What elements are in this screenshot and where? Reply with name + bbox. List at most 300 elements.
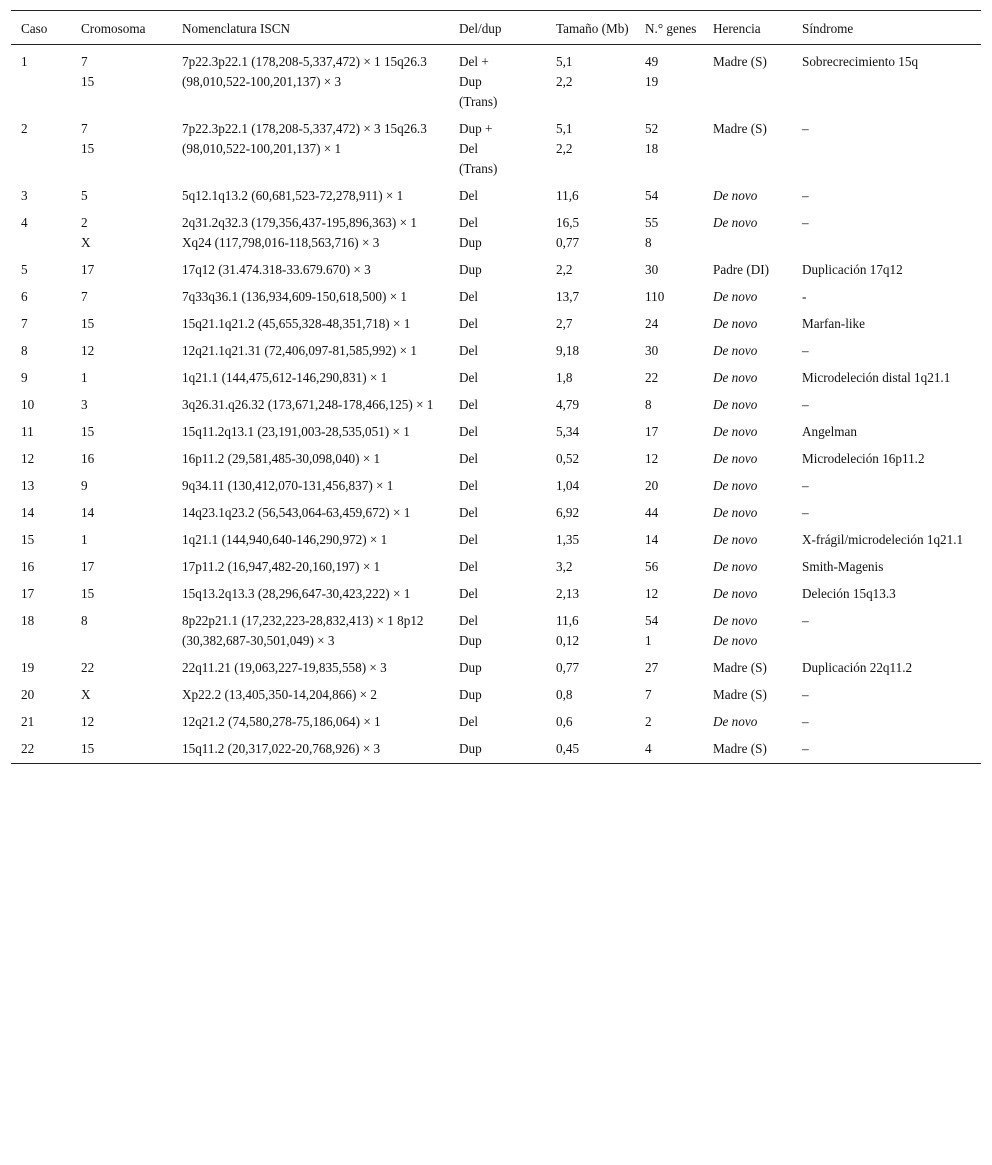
cell-genes-line: 30 <box>645 262 659 277</box>
header-sindrome: Síndrome <box>792 11 981 45</box>
cell-deldup-line: Del <box>459 532 479 547</box>
cell-herencia-line: De novo <box>713 188 758 203</box>
cell-tamano-line: 13,7 <box>556 289 580 304</box>
cell-genes <box>635 709 703 736</box>
cell-caso: 9 <box>21 370 28 385</box>
table-body <box>11 45 981 764</box>
cell-iscn: 7q33q36.1 (136,934,609-150,618,500) × 1 <box>182 289 408 304</box>
cell-cromosoma <box>71 365 172 392</box>
cell-deldup <box>449 419 546 446</box>
cell-herencia-line: De novo <box>713 289 758 304</box>
cell-caso: 10 <box>21 397 35 412</box>
cell-genes <box>635 446 703 473</box>
cell-cromosoma-line: 16 <box>81 451 95 466</box>
cell-tamano <box>546 338 635 365</box>
cell-deldup-line: Del <box>459 370 479 385</box>
table-header <box>11 11 981 45</box>
cell-cromosoma-line: 1 <box>81 370 88 385</box>
table-row <box>11 682 981 709</box>
cell-caso: 13 <box>21 478 35 493</box>
cell-sindrome: Deleción 15q13.3 <box>802 586 896 601</box>
table-row <box>11 45 981 117</box>
cell-caso: 11 <box>21 424 34 439</box>
cell-deldup <box>449 527 546 554</box>
cell-iscn: 5q12.1q13.2 (60,681,523-72,278,911) × 1 <box>182 188 404 203</box>
cell-genes-line: 14 <box>645 532 659 547</box>
cell-herencia-line: De novo <box>713 316 758 331</box>
cell-sindrome: - <box>802 289 807 304</box>
cell-caso: 20 <box>21 687 35 702</box>
cell-cromosoma <box>71 608 172 655</box>
cell-genes-line: 56 <box>645 559 659 574</box>
cell-herencia-line: De novo <box>713 714 758 729</box>
cell-genes <box>635 736 703 764</box>
cell-herencia-line: Madre (S) <box>713 741 767 756</box>
table-row <box>11 419 981 446</box>
table-row <box>11 500 981 527</box>
cell-cromosoma <box>71 338 172 365</box>
cell-sindrome: – <box>802 478 809 493</box>
cell-genes <box>635 527 703 554</box>
cell-herencia <box>703 210 792 257</box>
cell-tamano-line: 3,2 <box>556 559 573 574</box>
cell-deldup-line: Dup <box>459 633 482 648</box>
cell-herencia <box>703 608 792 655</box>
cell-iscn: 9q34.11 (130,412,070-131,456,837) × 1 <box>182 478 394 493</box>
cell-cromosoma-line: X <box>81 687 91 702</box>
cell-genes-line: 2 <box>645 714 652 729</box>
cell-tamano-line: 2,13 <box>556 586 580 601</box>
cell-genes <box>635 554 703 581</box>
cell-cromosoma-line: 15 <box>81 141 95 156</box>
cell-deldup <box>449 655 546 682</box>
header-genes: N.° genes <box>635 11 703 45</box>
cell-deldup <box>449 45 546 117</box>
cell-tamano-line: 5,34 <box>556 424 580 439</box>
cell-genes <box>635 500 703 527</box>
cell-iscn: 17q12 (31.474.318-33.679.670) × 3 <box>182 262 371 277</box>
table-row <box>11 581 981 608</box>
cell-genes-line: 12 <box>645 451 659 466</box>
cell-cromosoma-line: 15 <box>81 586 95 601</box>
cell-iscn: Xp22.2 (13,405,350-14,204,866) × 2 <box>182 687 377 702</box>
cell-iscn: 15q13.2q13.3 (28,296,647-30,423,222) × 1 <box>182 586 411 601</box>
cell-tamano <box>546 311 635 338</box>
cell-herencia-line: De novo <box>713 559 758 574</box>
cell-deldup <box>449 116 546 183</box>
cell-caso: 6 <box>21 289 28 304</box>
cell-deldup-line: (Trans) <box>459 94 498 109</box>
cell-deldup-line: Del <box>459 505 479 520</box>
cell-tamano-line: 0,45 <box>556 741 580 756</box>
cell-genes <box>635 473 703 500</box>
cell-herencia-line: Padre (DI) <box>713 262 770 277</box>
cell-deldup-line: Del <box>459 613 479 628</box>
cell-herencia-line: De novo <box>713 397 758 412</box>
cell-genes-line: 30 <box>645 343 659 358</box>
header-caso: Caso <box>11 11 71 45</box>
cell-herencia-line: De novo <box>713 451 758 466</box>
cell-deldup-line: Del <box>459 478 479 493</box>
cell-genes <box>635 419 703 446</box>
cell-tamano-line: 2,2 <box>556 262 573 277</box>
cell-tamano <box>546 655 635 682</box>
cell-tamano-line: 16,5 <box>556 215 580 230</box>
cell-cromosoma <box>71 392 172 419</box>
cell-genes <box>635 392 703 419</box>
cell-genes <box>635 284 703 311</box>
cell-caso: 5 <box>21 262 28 277</box>
cell-genes-line: 17 <box>645 424 659 439</box>
cell-cromosoma <box>71 682 172 709</box>
cell-tamano <box>546 736 635 764</box>
cell-cromosoma-line: 15 <box>81 316 95 331</box>
cell-cromosoma <box>71 709 172 736</box>
cell-deldup-line: Dup <box>459 235 482 250</box>
cell-deldup <box>449 311 546 338</box>
cell-deldup-line: Dup <box>459 741 482 756</box>
cell-sindrome: – <box>802 714 809 729</box>
cell-deldup-line: Dup <box>459 74 482 89</box>
cell-herencia-line: Madre (S) <box>713 121 767 136</box>
table-row <box>11 655 981 682</box>
cell-cromosoma-line: 12 <box>81 714 95 729</box>
cell-cromosoma-line: 1 <box>81 532 88 547</box>
cell-deldup <box>449 365 546 392</box>
cell-herencia <box>703 446 792 473</box>
cell-iscn: 15q11.2 (20,317,022-20,768,926) × 3 <box>182 741 381 756</box>
cell-tamano-line: 0,6 <box>556 714 573 729</box>
cell-tamano <box>546 608 635 655</box>
cell-genes-line: 55 <box>645 215 659 230</box>
cell-sindrome: Microdeleción distal 1q21.1 <box>802 370 951 385</box>
cell-tamano-line: 9,18 <box>556 343 580 358</box>
table-row <box>11 736 981 764</box>
cell-herencia-line: De novo <box>713 505 758 520</box>
cell-genes-line: 19 <box>645 74 659 89</box>
header-nomenclatura: Nomenclatura ISCN <box>172 11 449 45</box>
cell-caso: 1 <box>21 54 28 69</box>
cell-genes-line: 54 <box>645 188 659 203</box>
cell-deldup <box>449 709 546 736</box>
cell-sindrome: – <box>802 741 809 756</box>
cell-herencia <box>703 473 792 500</box>
cell-iscn: 17p11.2 (16,947,482-20,160,197) × 1 <box>182 559 381 574</box>
cell-iscn: 8p22p21.1 (17,232,223-28,832,413) × 1 8p12 (30,382,687-30,501,049) × 3 <box>182 613 424 648</box>
cell-genes-line: 8 <box>645 235 652 250</box>
cell-cromosoma-line: 9 <box>81 478 88 493</box>
cell-deldup-line: Del <box>459 586 479 601</box>
cell-genes <box>635 338 703 365</box>
cell-tamano <box>546 500 635 527</box>
cell-herencia-line: Madre (S) <box>713 660 767 675</box>
cell-tamano <box>546 581 635 608</box>
cell-cromosoma-line: 22 <box>81 660 95 675</box>
cell-tamano-line: 11,6 <box>556 188 579 203</box>
cell-genes-line: 4 <box>645 741 652 756</box>
cell-tamano <box>546 473 635 500</box>
cell-genes <box>635 183 703 210</box>
cell-iscn: 22q11.21 (19,063,227-19,835,558) × 3 <box>182 660 387 675</box>
cell-sindrome: Marfan-like <box>802 316 865 331</box>
cell-cromosoma <box>71 183 172 210</box>
cell-tamano-line: 2,7 <box>556 316 573 331</box>
cell-herencia <box>703 736 792 764</box>
cell-sindrome: Duplicación 22q11.2 <box>802 660 913 675</box>
cell-tamano <box>546 709 635 736</box>
cell-tamano <box>546 257 635 284</box>
table-row <box>11 527 981 554</box>
table-row <box>11 365 981 392</box>
table-row <box>11 338 981 365</box>
cell-tamano <box>546 365 635 392</box>
cell-genes-line: 44 <box>645 505 659 520</box>
cell-herencia-line: De novo <box>713 586 758 601</box>
cell-genes-line: 24 <box>645 316 659 331</box>
table-row <box>11 311 981 338</box>
cell-tamano-line: 0,77 <box>556 235 580 250</box>
cell-deldup <box>449 682 546 709</box>
cell-genes-line: 1 <box>645 633 652 648</box>
table-row <box>11 446 981 473</box>
cell-genes <box>635 608 703 655</box>
cell-sindrome: – <box>802 215 809 230</box>
cell-herencia <box>703 655 792 682</box>
cell-deldup-line: Del <box>459 451 479 466</box>
cell-tamano-line: 4,79 <box>556 397 580 412</box>
cell-herencia <box>703 682 792 709</box>
cell-genes-line: 7 <box>645 687 652 702</box>
cell-tamano <box>546 183 635 210</box>
cell-deldup-line: Del <box>459 424 479 439</box>
cell-tamano <box>546 116 635 183</box>
cell-genes-line: 54 <box>645 613 659 628</box>
cell-tamano <box>546 45 635 117</box>
table-row <box>11 257 981 284</box>
cell-cromosoma <box>71 257 172 284</box>
cell-herencia <box>703 554 792 581</box>
header-herencia: Herencia <box>703 11 792 45</box>
cell-iscn: 7p22.3p22.1 (178,208-5,337,472) × 3 15q26.3 (98,010,522-100,201,137) × 1 <box>182 121 427 156</box>
table-row <box>11 608 981 655</box>
cell-iscn: 1q21.1 (144,475,612-146,290,831) × 1 <box>182 370 388 385</box>
cell-caso: 18 <box>21 613 35 628</box>
header-row <box>11 11 981 45</box>
cell-caso: 22 <box>21 741 35 756</box>
cell-cromosoma <box>71 446 172 473</box>
cell-iscn: 2q31.2q32.3 (179,356,437-195,896,363) × 1 Xq24 (117,798,016-118,563,716) × 3 <box>182 215 417 250</box>
cell-caso: 15 <box>21 532 35 547</box>
cell-deldup-line: Del <box>459 316 479 331</box>
cell-genes-line: 12 <box>645 586 659 601</box>
table-row <box>11 116 981 183</box>
cell-deldup <box>449 210 546 257</box>
cell-cromosoma-line: 15 <box>81 424 95 439</box>
cell-herencia-line: De novo <box>713 424 758 439</box>
cell-genes <box>635 655 703 682</box>
cell-deldup <box>449 446 546 473</box>
cell-deldup <box>449 257 546 284</box>
cell-caso: 21 <box>21 714 35 729</box>
cell-cromosoma <box>71 655 172 682</box>
cell-deldup-line: (Trans) <box>459 161 498 176</box>
cell-deldup-line: Del + <box>459 54 489 69</box>
cell-sindrome: – <box>802 121 809 136</box>
cell-herencia <box>703 581 792 608</box>
cell-caso: 14 <box>21 505 35 520</box>
cell-cromosoma-line: 17 <box>81 559 95 574</box>
table-row <box>11 284 981 311</box>
cell-herencia <box>703 365 792 392</box>
cell-sindrome: – <box>802 687 809 702</box>
cell-herencia <box>703 257 792 284</box>
cell-deldup <box>449 473 546 500</box>
cell-sindrome: X-frágil/microdeleción 1q21.1 <box>802 532 964 547</box>
cell-deldup <box>449 392 546 419</box>
cell-genes-line: 20 <box>645 478 659 493</box>
table-container <box>11 10 981 764</box>
cell-cromosoma <box>71 736 172 764</box>
cell-genes <box>635 116 703 183</box>
cell-genes <box>635 257 703 284</box>
cell-iscn: 12q21.2 (74,580,278-75,186,064) × 1 <box>182 714 381 729</box>
cell-cromosoma <box>71 116 172 183</box>
cell-herencia-line: De novo <box>713 343 758 358</box>
cell-herencia-line: De novo <box>713 532 758 547</box>
cell-caso: 4 <box>21 215 28 230</box>
cell-herencia-line: Madre (S) <box>713 687 767 702</box>
cell-iscn: 3q26.31.q26.32 (173,671,248-178,466,125) × 1 <box>182 397 434 412</box>
cell-cromosoma-line: 8 <box>81 613 88 628</box>
cell-genes <box>635 210 703 257</box>
cell-cromosoma <box>71 311 172 338</box>
cell-genes-line: 8 <box>645 397 652 412</box>
cell-sindrome: Sobrecrecimiento 15q <box>802 54 919 69</box>
cell-cromosoma-line: 2 <box>81 215 88 230</box>
cell-genes-line: 27 <box>645 660 659 675</box>
cnv-table <box>11 10 981 764</box>
cell-tamano <box>546 284 635 311</box>
cell-cromosoma-line: 14 <box>81 505 95 520</box>
cell-deldup-line: Del <box>459 289 479 304</box>
cell-tamano-line: 0,52 <box>556 451 580 466</box>
table-row <box>11 183 981 210</box>
cell-cromosoma <box>71 284 172 311</box>
cell-herencia <box>703 419 792 446</box>
cell-deldup <box>449 500 546 527</box>
cell-deldup-line: Dup + <box>459 121 493 136</box>
cell-genes <box>635 581 703 608</box>
cell-cromosoma <box>71 419 172 446</box>
cell-deldup-line: Dup <box>459 262 482 277</box>
cell-cromosoma <box>71 581 172 608</box>
cell-deldup-line: Del <box>459 141 479 156</box>
cell-deldup <box>449 608 546 655</box>
cell-deldup-line: Del <box>459 188 479 203</box>
cell-cromosoma-line: 15 <box>81 74 95 89</box>
cell-cromosoma <box>71 473 172 500</box>
cell-deldup <box>449 581 546 608</box>
cell-cromosoma-line: 5 <box>81 188 88 203</box>
cell-tamano-line: 2,2 <box>556 141 573 156</box>
cell-sindrome: – <box>802 505 809 520</box>
cell-genes <box>635 365 703 392</box>
cell-cromosoma-line: 7 <box>81 121 88 136</box>
cell-deldup-line: Del <box>459 397 479 412</box>
cell-iscn: 15q21.1q21.2 (45,655,328-48,351,718) × 1 <box>182 316 411 331</box>
cell-deldup-line: Dup <box>459 660 482 675</box>
cell-caso: 7 <box>21 316 28 331</box>
cell-caso: 3 <box>21 188 28 203</box>
cell-cromosoma-line: 12 <box>81 343 95 358</box>
cell-iscn: 16p11.2 (29,581,485-30,098,040) × 1 <box>182 451 381 466</box>
cell-deldup-line: Del <box>459 714 479 729</box>
cell-herencia <box>703 284 792 311</box>
cell-tamano-line: 0,8 <box>556 687 573 702</box>
cell-sindrome: Angelman <box>802 424 857 439</box>
cell-tamano-line: 1,35 <box>556 532 580 547</box>
table-row <box>11 473 981 500</box>
cell-cromosoma <box>71 527 172 554</box>
cell-cromosoma <box>71 45 172 117</box>
cell-herencia <box>703 392 792 419</box>
cell-caso: 16 <box>21 559 35 574</box>
cell-caso: 17 <box>21 586 35 601</box>
cell-tamano-line: 0,77 <box>556 660 580 675</box>
cell-cromosoma-line: 3 <box>81 397 88 412</box>
cell-tamano <box>546 210 635 257</box>
cell-sindrome: Smith-Magenis <box>802 559 884 574</box>
cell-deldup <box>449 284 546 311</box>
cell-herencia <box>703 183 792 210</box>
cell-iscn: 1q21.1 (144,940,640-146,290,972) × 1 <box>182 532 388 547</box>
cell-caso: 19 <box>21 660 35 675</box>
cell-deldup-line: Dup <box>459 687 482 702</box>
cell-herencia-line: De novo <box>713 478 758 493</box>
cell-iscn: 7p22.3p22.1 (178,208-5,337,472) × 1 15q26.3 (98,010,522-100,201,137) × 3 <box>182 54 427 89</box>
cell-genes-line: 22 <box>645 370 659 385</box>
cell-herencia <box>703 709 792 736</box>
cell-deldup <box>449 736 546 764</box>
cell-caso: 8 <box>21 343 28 358</box>
cell-cromosoma <box>71 500 172 527</box>
cell-iscn: 15q11.2q13.1 (23,191,003-28,535,051) × 1 <box>182 424 410 439</box>
cell-tamano-line: 2,2 <box>556 74 573 89</box>
table-row <box>11 210 981 257</box>
cell-cromosoma <box>71 210 172 257</box>
cell-genes-line: 18 <box>645 141 659 156</box>
table-row <box>11 392 981 419</box>
cell-herencia-line: De novo <box>713 613 758 628</box>
cell-deldup-line: Del <box>459 215 479 230</box>
cell-tamano-line: 6,92 <box>556 505 580 520</box>
cell-caso: 2 <box>21 121 28 136</box>
cell-herencia <box>703 527 792 554</box>
cell-tamano-line: 1,8 <box>556 370 573 385</box>
cell-genes <box>635 311 703 338</box>
cell-tamano <box>546 392 635 419</box>
cell-tamano-line: 5,1 <box>556 54 573 69</box>
cell-genes <box>635 682 703 709</box>
cell-herencia <box>703 45 792 117</box>
cell-herencia <box>703 311 792 338</box>
cell-cromosoma-line: 7 <box>81 54 88 69</box>
cell-genes-line: 110 <box>645 289 665 304</box>
cell-cromosoma-line: 7 <box>81 289 88 304</box>
header-tamano: Tamaño (Mb) <box>546 11 635 45</box>
cell-caso: 12 <box>21 451 35 466</box>
cell-genes-line: 49 <box>645 54 659 69</box>
